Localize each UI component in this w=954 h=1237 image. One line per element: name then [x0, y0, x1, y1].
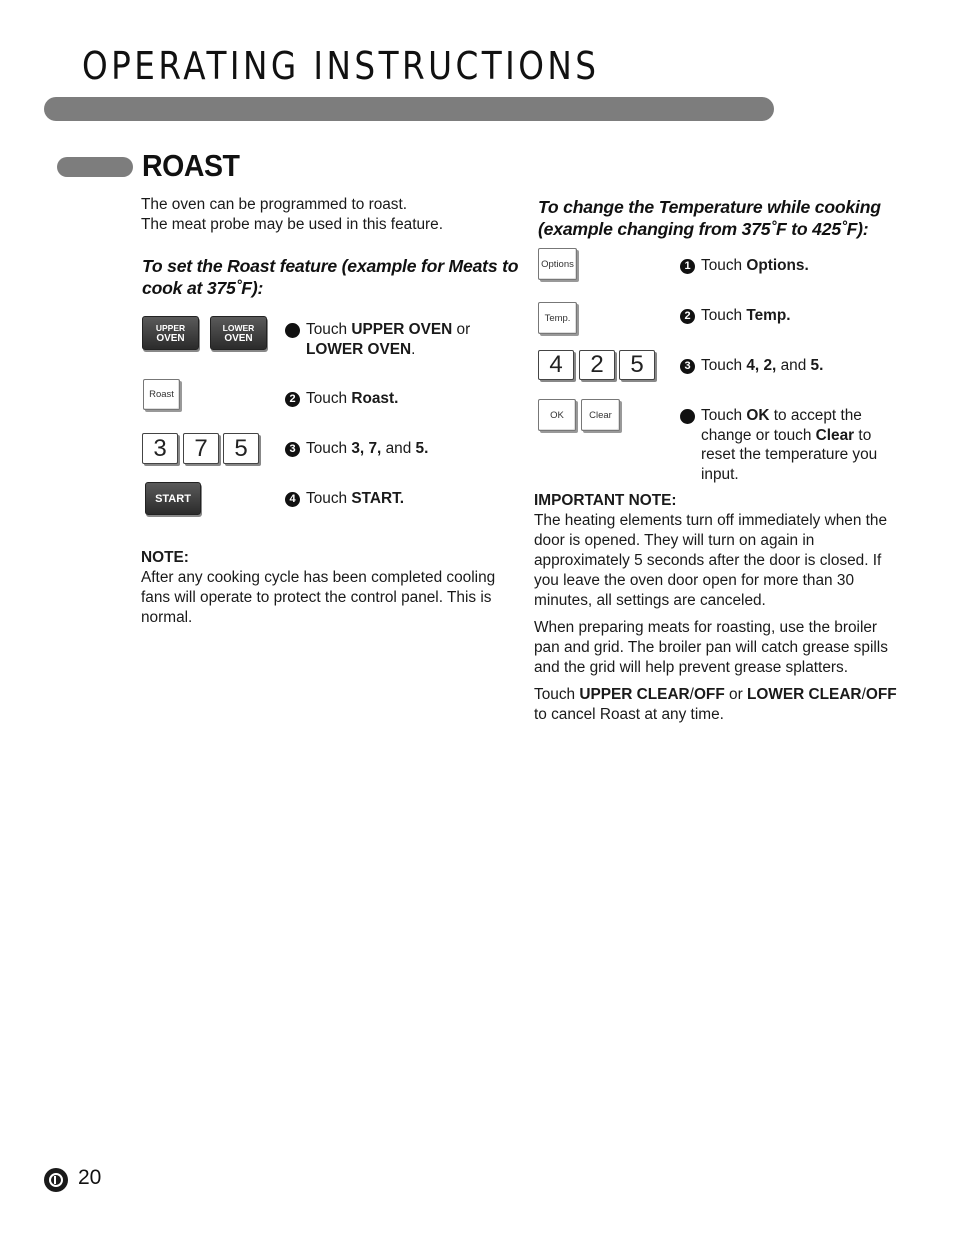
important-note [534, 491, 914, 611]
tip-line: and the grid will help prevent grease splatters. [534, 659, 848, 676]
roast-key[interactable]: Roast [143, 379, 180, 410]
step-bold: 3, 7, [351, 440, 382, 457]
cancel-text: / [861, 686, 866, 703]
key-label: UPPER [155, 322, 186, 333]
cancel-bold: LOWER CLEAR [746, 686, 862, 703]
digit-key-7[interactable]: 7 [183, 433, 219, 464]
upper-oven-key[interactable] [142, 316, 199, 350]
tip-line: pan and grid. The broiler pan will catch grease spills [534, 639, 888, 656]
subheading-line: (example changing from 375˚F to 425˚F): [538, 219, 869, 239]
header-divider-bar [44, 97, 774, 121]
step-text: input. [701, 465, 739, 483]
step-text: Touch [701, 257, 747, 274]
cancel-text: to cancel Roast at any time. [534, 706, 724, 723]
note-line: approximately 5 seconds after the door is closed. If [534, 552, 882, 569]
roast-step-2 [285, 389, 398, 409]
lg-logo-icon [44, 1168, 68, 1192]
cooling-fan-note [141, 548, 521, 628]
step-bold: OK [746, 407, 770, 424]
step-number: 2 [285, 392, 300, 407]
step-number: 1 [285, 323, 300, 338]
digit-key-4[interactable]: 4 [538, 350, 574, 380]
start-key[interactable]: START [145, 482, 201, 515]
intro-text [141, 195, 511, 235]
step-bold: Clear [815, 426, 855, 444]
step-text: or [452, 321, 471, 338]
note-line: minutes, all settings are canceled. [534, 592, 766, 609]
note-line: you leave the oven door open for more than 30 [534, 572, 855, 589]
digit-key-5[interactable]: 5 [223, 433, 259, 464]
cancel-bold: OFF [693, 686, 725, 703]
step-number: 4 [285, 492, 300, 507]
cancel-text: Touch [534, 686, 580, 703]
step-bold: 5. [415, 440, 429, 457]
section-title: ROAST [142, 148, 240, 183]
step-bold: Temp. [746, 307, 791, 324]
step-text: and [776, 357, 811, 374]
step-number: 1 [680, 259, 695, 274]
key-label: LOWER [222, 322, 255, 333]
note-line: door is opened. They will turn on again in [534, 532, 815, 549]
step-bold: START. [351, 490, 405, 507]
page-header-title: OPERATING INSTRUCTIONS [82, 44, 600, 88]
cancel-text: or [724, 686, 747, 703]
roast-step-3 [285, 439, 428, 459]
temp-step-2 [680, 306, 791, 326]
step-bold: UPPER OVEN [351, 321, 453, 338]
note-line: normal. [141, 609, 193, 626]
section-marker [57, 157, 133, 177]
subheading-line: To change the Temperature while cooking [538, 197, 881, 217]
digit-key-3[interactable]: 3 [142, 433, 178, 464]
step-number: 3 [285, 442, 300, 457]
digit-key-5[interactable]: 5 [619, 350, 655, 380]
temp-step-4 [673, 406, 916, 484]
ok-key[interactable]: OK [538, 399, 576, 431]
step-text: Touch [306, 490, 352, 507]
step-text: change or touch [701, 426, 816, 444]
tip-line: When preparing meats for roasting, use the broiler [534, 619, 878, 636]
roast-step-1 [278, 320, 521, 359]
roast-step-4 [285, 489, 404, 509]
note-line: The heating elements turn off immediately when the [534, 512, 888, 529]
step-text: and [381, 440, 416, 457]
step-number: 4 [680, 409, 695, 424]
key-label: OVEN [224, 332, 253, 344]
step-text: to accept the [769, 407, 862, 424]
cancel-text: / [689, 686, 694, 703]
page-number: 20 [78, 1166, 102, 1189]
cancel-bold: OFF [865, 686, 897, 703]
clear-key[interactable]: Clear [581, 399, 620, 431]
step-bold: Roast. [351, 390, 399, 407]
step-text: Touch [701, 307, 747, 324]
step-text: Touch [306, 440, 352, 457]
step-bold: LOWER OVEN [306, 340, 412, 358]
broiler-pan-tip [534, 618, 914, 678]
temp-step-1 [680, 256, 809, 276]
step-text: Touch [701, 407, 747, 424]
cancel-instruction [534, 685, 924, 725]
temp-key[interactable]: Temp. [538, 302, 577, 334]
step-bold: 5. [810, 357, 824, 374]
step-text: to [854, 426, 872, 444]
lower-oven-key[interactable] [210, 316, 267, 350]
key-label: OVEN [156, 332, 185, 344]
step-text: Touch [701, 357, 747, 374]
options-key[interactable]: Options [538, 248, 577, 280]
step-number: 2 [680, 309, 695, 324]
roast-subheading: To set the Roast feature (example for Meats to cook at 375˚F): [142, 256, 519, 298]
cancel-bold: UPPER CLEAR [579, 686, 690, 703]
temp-step-3 [680, 356, 823, 376]
step-bold: 4, 2, [746, 357, 777, 374]
step-number: 3 [680, 359, 695, 374]
step-bold: Options. [746, 257, 809, 274]
step-text: . [411, 340, 416, 358]
note-line: After any cooking cycle has been completed cooling [141, 569, 496, 586]
important-note-heading: IMPORTANT NOTE: [534, 492, 677, 509]
temp-change-subheading [538, 196, 918, 240]
digit-key-2[interactable]: 2 [579, 350, 615, 380]
step-text: reset the temperature you [701, 446, 878, 463]
note-line: fans will operate to protect the control panel. This is [141, 589, 492, 606]
step-text: Touch [306, 390, 352, 407]
note-heading: NOTE: [141, 549, 189, 566]
intro-line: The oven can be programmed to roast. [141, 196, 408, 213]
intro-line: The meat probe may be used in this feature. [141, 216, 443, 233]
step-text: Touch [306, 321, 352, 338]
